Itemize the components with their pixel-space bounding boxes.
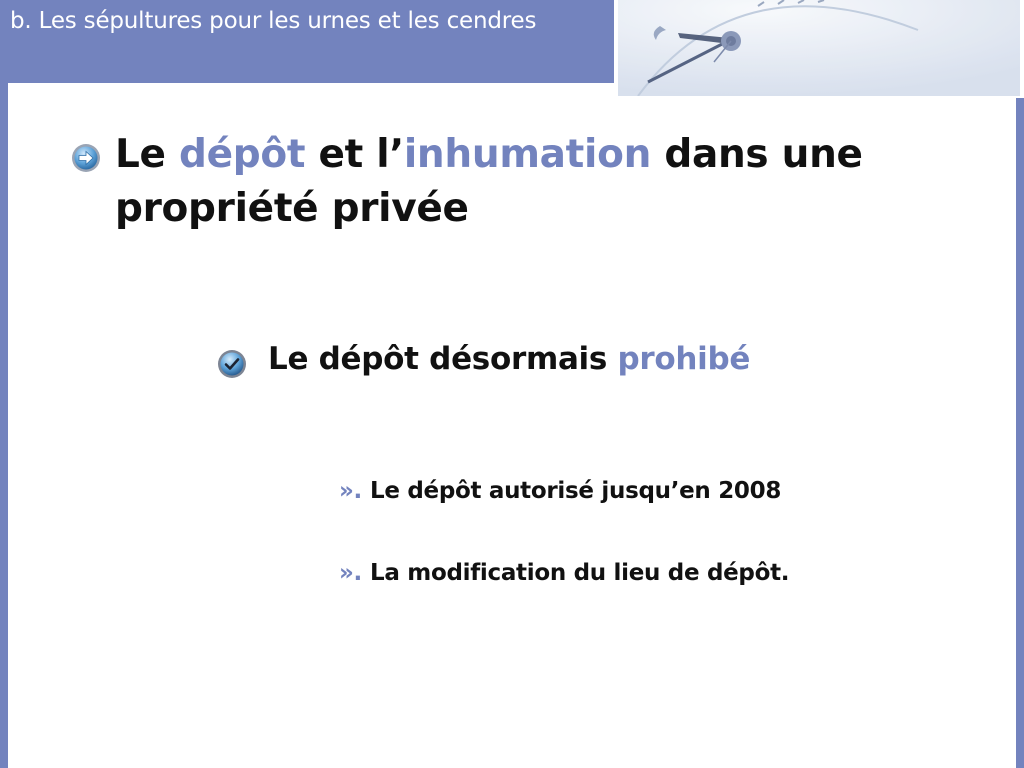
list-item-marker: ». — [339, 478, 362, 504]
sub-bullet-text — [268, 337, 968, 381]
main-text-accent-inhumation: inhumation — [403, 132, 652, 177]
sub-text-part: Le dépôt désormais — [268, 341, 618, 377]
header-band — [0, 0, 614, 83]
clock-image — [618, 0, 1020, 96]
list-item-label: La modification du lieu de dépôt. — [370, 560, 790, 586]
main-bullet — [115, 128, 895, 236]
list-item — [339, 475, 979, 507]
list-item-marker: ». — [339, 560, 362, 586]
main-text-accent-depot: dépôt — [178, 132, 306, 177]
arrow-circle-icon — [70, 142, 102, 174]
slide-title: b. Les sépultures pour les urnes et les cendres — [10, 8, 537, 34]
main-text-part: Le — [115, 132, 179, 177]
list-item — [339, 557, 979, 589]
list-item-label: Le dépôt autorisé jusqu’en 2008 — [370, 478, 782, 504]
sub-text-accent-prohibe: prohibé — [617, 341, 751, 377]
main-text-part: dans une propriété privée — [115, 132, 863, 231]
right-accent-bar — [1016, 98, 1024, 768]
sub-bullet — [268, 337, 968, 381]
main-bullet-text — [115, 128, 895, 236]
checkmark-circle-icon — [216, 348, 248, 380]
main-text-part: et l’ — [305, 132, 404, 177]
left-accent-bar — [0, 0, 8, 768]
